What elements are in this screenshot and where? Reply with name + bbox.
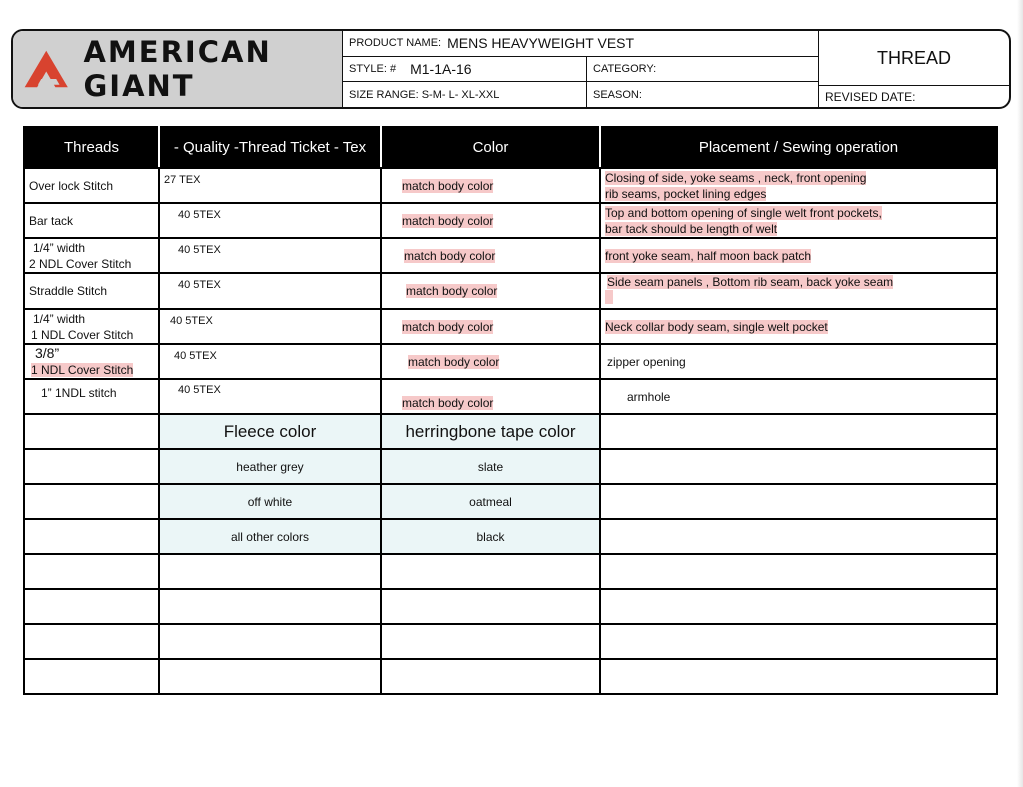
placement-line: zipper opening <box>607 354 686 369</box>
color-value: match body color <box>408 354 500 369</box>
empty-cell <box>600 484 997 519</box>
fleece-color-cell: heather grey <box>159 449 381 484</box>
empty-row <box>24 659 997 694</box>
season-field <box>587 82 818 107</box>
color-header: Color <box>381 127 600 168</box>
placement-line: Top and bottom opening of single welt front pockets, <box>605 205 882 220</box>
tex-cell <box>159 203 381 238</box>
empty-cell <box>24 414 159 449</box>
empty-cell <box>600 449 997 484</box>
color-cell <box>381 309 600 344</box>
placement-header: Placement / Sewing operation <box>600 127 997 168</box>
empty-row <box>24 589 997 624</box>
empty-cell <box>600 414 997 449</box>
table-row <box>24 203 997 238</box>
thread-line: 3/8” <box>35 345 60 361</box>
thread-cell <box>24 344 159 379</box>
placement-line: front yoke seam, half moon back patch <box>605 248 812 263</box>
page-edge-shade <box>1017 0 1023 787</box>
color-cell <box>381 238 600 273</box>
thread-cell: Bar tack <box>24 203 159 238</box>
product-name-label: PRODUCT NAME: <box>349 37 442 50</box>
empty-cell <box>24 484 159 519</box>
empty-cell <box>24 519 159 554</box>
table-row <box>24 449 997 484</box>
thread-line: 1/4” width <box>33 240 86 255</box>
style-value: M1-1A-16 <box>410 61 472 77</box>
spec-header <box>11 29 1011 109</box>
placement-cell <box>600 168 997 203</box>
style-field <box>343 57 587 82</box>
size-range-field <box>343 82 587 107</box>
table-header-row <box>24 127 997 168</box>
color-value: match body color <box>402 178 494 193</box>
tex-value: 27 TEX <box>164 173 201 186</box>
placement-cell <box>600 309 997 344</box>
category-field <box>587 57 818 82</box>
placement-cell <box>600 203 997 238</box>
tex-value: 40 5TEX <box>178 384 221 396</box>
quality-header: - Quality -Thread Ticket - Tex <box>159 127 381 168</box>
empty-row <box>24 554 997 589</box>
placement-cell <box>600 379 997 414</box>
placement-cell <box>600 273 997 309</box>
style-label: STYLE: # <box>349 63 397 75</box>
revised-date-label: REVISED DATE: <box>825 89 916 104</box>
table-row <box>24 238 997 273</box>
thread-line: 2 NDL Cover Stitch <box>29 256 132 271</box>
tex-cell <box>159 168 381 203</box>
table-row <box>24 519 997 554</box>
color-cell <box>381 203 600 238</box>
color-cell <box>381 379 600 414</box>
color-cell <box>381 273 600 309</box>
tex-value: 40 5TEX <box>178 279 221 291</box>
thread-line: 1 NDL Cover Stitch <box>31 363 134 377</box>
tex-value: 40 5TEX <box>178 243 221 256</box>
fleece-color-cell: all other colors <box>159 519 381 554</box>
size-range-label: SIZE RANGE: <box>349 88 419 101</box>
american-giant-logo-icon <box>23 45 69 93</box>
table-row <box>24 273 997 309</box>
empty-cell <box>600 519 997 554</box>
thread-cell <box>24 379 159 414</box>
placement-line: Side seam panels , Bottom rib seam, back yoke seam <box>607 275 894 289</box>
table-row <box>24 379 997 414</box>
table-row <box>24 344 997 379</box>
sheet-title: THREAD <box>819 31 1009 86</box>
color-value: match body color <box>402 319 494 334</box>
tex-cell <box>159 309 381 344</box>
color-value: match body color <box>402 213 494 228</box>
placement-line: Closing of side, yoke seams , neck, front opening <box>605 170 867 185</box>
color-cell <box>381 344 600 379</box>
thread-spec-table <box>23 126 998 695</box>
color-value: match body color <box>404 248 496 263</box>
tex-cell <box>159 379 381 414</box>
color-value: match body color <box>402 396 494 410</box>
brand-panel <box>13 31 343 107</box>
table-row <box>24 414 997 449</box>
placement-line: rib seams, pocket lining edges <box>605 186 767 201</box>
threads-header: Threads <box>24 127 159 168</box>
sheet-title-panel <box>818 31 1009 107</box>
placement-cell <box>600 238 997 273</box>
tex-cell <box>159 273 381 309</box>
table-row <box>24 168 997 203</box>
product-name-field <box>343 31 818 56</box>
color-cell <box>381 168 600 203</box>
placement-line: bar tack should be length of welt <box>605 221 778 236</box>
size-range-value: S-M- L- XL-XXL <box>421 88 500 101</box>
placement-line: Neck collar body seam, single welt pocket <box>605 319 828 334</box>
empty-row <box>24 624 997 659</box>
thread-cell <box>24 238 159 273</box>
tex-cell <box>159 238 381 273</box>
placement-highlight-mark <box>605 290 613 304</box>
brand-name: AMERICAN GIANT <box>83 35 272 103</box>
tex-value: 40 5TEX <box>170 314 213 327</box>
tex-value: 40 5TEX <box>178 208 221 221</box>
season-label: SEASON: <box>593 88 642 101</box>
color-value: match body color <box>406 284 498 298</box>
thread-cell <box>24 309 159 344</box>
fleece-color-cell: off white <box>159 484 381 519</box>
placement-line: armhole <box>627 389 671 404</box>
tape-color-cell: slate <box>381 449 600 484</box>
tex-cell <box>159 344 381 379</box>
thread-line: 1” 1NDL stitch <box>41 386 117 400</box>
thread-line: 1/4” width <box>33 311 86 326</box>
thread-cell: Straddle Stitch <box>24 273 159 309</box>
tex-value: 40 5TEX <box>174 349 217 362</box>
tape-color-header: herringbone tape color <box>381 414 600 449</box>
thread-line: 1 NDL Cover Stitch <box>31 327 134 342</box>
placement-cell <box>600 344 997 379</box>
tape-color-cell: black <box>381 519 600 554</box>
thread-cell: Over lock Stitch <box>24 168 159 203</box>
product-name-value: MENS HEAVYWEIGHT VEST <box>447 35 635 52</box>
product-info <box>343 31 818 107</box>
fleece-color-header: Fleece color <box>159 414 381 449</box>
tape-color-cell: oatmeal <box>381 484 600 519</box>
category-label: CATEGORY: <box>593 63 657 75</box>
empty-cell <box>24 449 159 484</box>
table-row <box>24 484 997 519</box>
table-row <box>24 309 997 344</box>
